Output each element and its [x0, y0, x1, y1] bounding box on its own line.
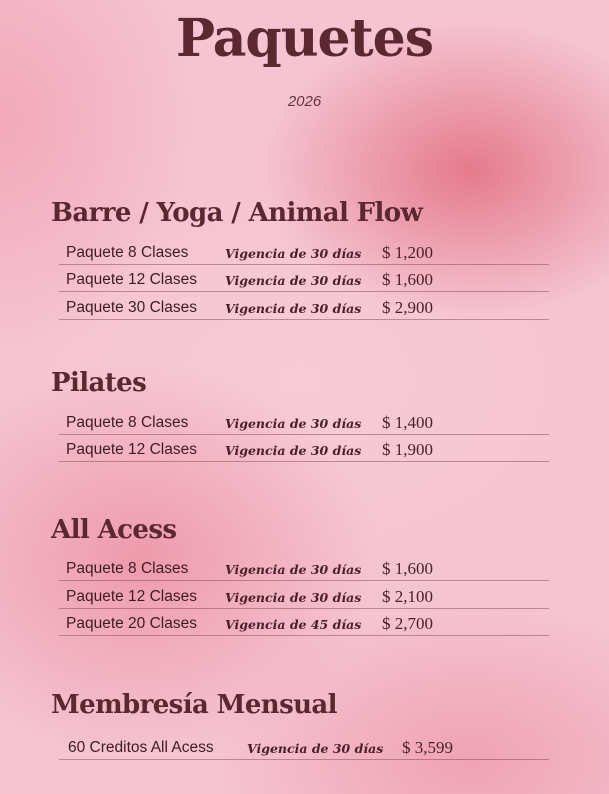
package-validity: Vigencia de 30 días [225, 246, 362, 261]
package-name: Paquete 8 Clases [66, 414, 189, 431]
package-validity: Vigencia de 30 días [225, 562, 362, 577]
package-price: $ 3,599 [402, 738, 453, 757]
package-validity: Vigencia de 30 días [225, 590, 362, 605]
package-row [59, 553, 549, 581]
package-price: $ 2,700 [382, 614, 433, 633]
package-name: Paquete 12 Clases [66, 588, 197, 605]
package-validity: Vigencia de 30 días [247, 741, 384, 756]
package-validity: Vigencia de 30 días [225, 273, 362, 288]
package-price: $ 1,600 [382, 559, 433, 578]
package-name: Paquete 8 Clases [66, 244, 189, 261]
package-row [59, 434, 549, 462]
package-name: Paquete 20 Clases [66, 615, 197, 632]
package-name: Paquete 30 Clases [66, 299, 197, 316]
section-title: Pilates [51, 368, 147, 398]
section-title: Barre / Yoga / Animal Flow [51, 198, 423, 228]
page-year: 2026 [287, 93, 322, 110]
package-price: $ 1,400 [382, 413, 433, 432]
package-row [59, 732, 549, 760]
package-row [59, 292, 549, 320]
package-price: $ 1,600 [382, 270, 433, 289]
package-row [59, 608, 549, 636]
package-name: Paquete 12 Clases [66, 441, 197, 458]
page-title: Paquetes [175, 8, 434, 69]
package-name: 60 Creditos All Acess [68, 739, 214, 756]
package-price: $ 1,200 [382, 243, 433, 262]
package-validity: Vigencia de 45 días [225, 617, 362, 632]
package-validity: Vigencia de 30 días [225, 443, 362, 458]
package-row [59, 407, 549, 435]
package-price: $ 2,100 [382, 587, 433, 606]
package-price: $ 1,900 [382, 440, 433, 459]
package-row [59, 264, 549, 292]
package-validity: Vigencia de 30 días [225, 301, 362, 316]
package-row [59, 237, 549, 265]
package-price: $ 2,900 [382, 298, 433, 317]
package-row [59, 581, 549, 609]
section-title: Membresía Mensual [51, 690, 337, 720]
section-title: All Acess [51, 515, 177, 545]
package-name: Paquete 8 Clases [66, 560, 189, 577]
package-validity: Vigencia de 30 días [225, 416, 362, 431]
package-name: Paquete 12 Clases [66, 271, 197, 288]
